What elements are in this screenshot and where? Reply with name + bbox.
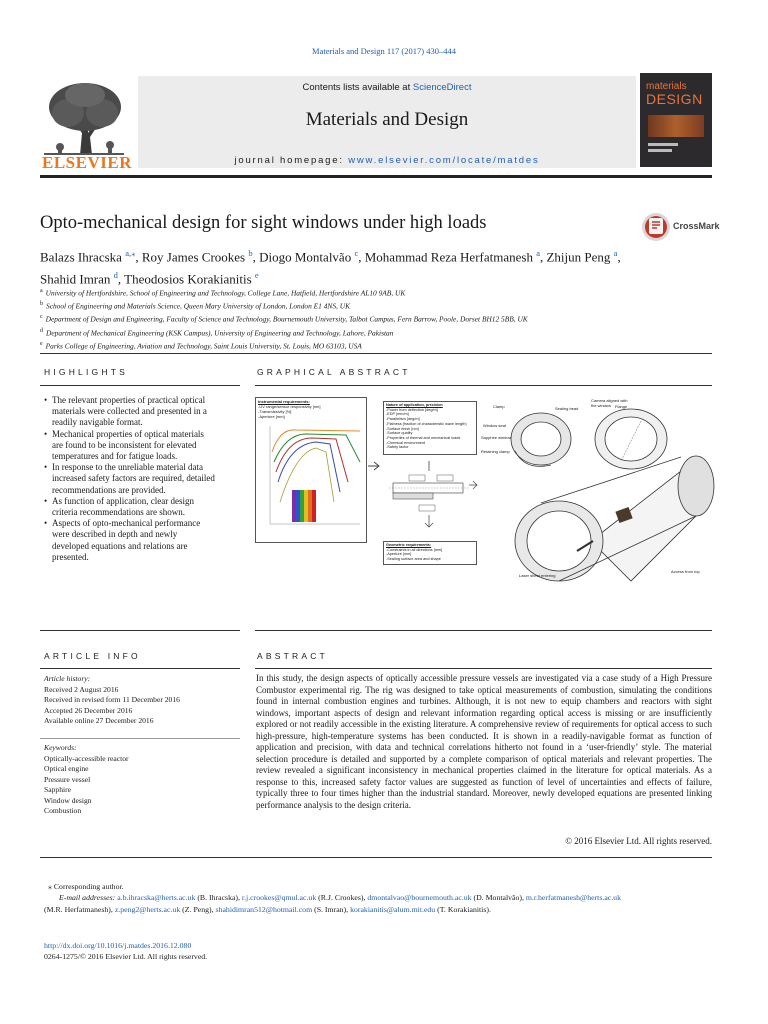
highlight-item: • The relevant properties of practical optical materials were collected and presented in a readily navigable format.: [52, 395, 216, 429]
journal-name: Materials and Design: [305, 109, 469, 130]
keyword: Optically-accessible reactor: [44, 753, 129, 763]
abstract-body: In this study, the design aspects of optically accessible pressure vessels are investigated via a case study of a High Pressure Combustor experimental rig. The rig was designed to take optical measurements of combustion, simulating the conditions found in internal combustion engines and turbines. Although, it is not new to equip chambers and reactors with sight windows, important aspects of design and relevant information regarding optical access is missing or are insufficiently explored or not readily accessible in the existing literature. A comprehensive review of requirements for optical access to such high-pressure, high-temperature systems has been conducted. It is shown in a readily-navigable format as function of application and precision, with data and technical correlations hitherto not found in a ‘user-friendly’ style. The material selection procedure is detailed and supported by a complete comparison of optical materials and relevant properties. The review revealed a significant inconsistency in mechanical properties claimed in the literature for optical materials. As a response to this, increased safety factor values are suggested as function of level of uncertainties and effects of failure, typically three to four times higher than the industrial standard. Moreover, newly developed equations are presented linking performance analysis to the design criteria.: [256, 673, 712, 810]
box2-line: -EDP [mm/m]: [386, 412, 409, 417]
callout-flange: Flange: [615, 404, 628, 409]
email-link[interactable]: korakianitis@alum.mit.edu: [350, 904, 436, 914]
author[interactable]: Roy James Crookes: [141, 249, 246, 265]
email-owner: (R.J. Crookes),: [316, 893, 368, 902]
abstract-heading: ABSTRACT: [257, 651, 328, 661]
masthead-center: [138, 76, 636, 168]
cover-title-line1: materials: [646, 81, 687, 92]
email-link[interactable]: dmontalvao@bournemouth.ac.uk: [367, 893, 472, 902]
affiliation-text: Department of Design and Engineering, Faculty of Science and Technology, Bournemouth University, Talbot Campus, Fern Barrow, Poole, Dorset BH12 5BB, UK: [45, 314, 528, 324]
affiliation-key: b: [40, 301, 43, 308]
author-affil-marker[interactable]: b: [248, 248, 253, 258]
graphical-abstract-figure: [255, 391, 715, 589]
box3-line: -Aperture [mm]: [386, 552, 412, 557]
author-separator: ,: [117, 271, 125, 287]
homepage-link[interactable]: www.elsevier.com/locate/matdes: [348, 155, 540, 166]
keyword: Pressure vessel: [44, 774, 91, 784]
journal-cover-image: [640, 73, 712, 167]
keywords-label: Keywords:: [44, 743, 77, 752]
author-affil-marker[interactable]: a: [613, 248, 618, 258]
box3-title: Geometric requirements:: [386, 543, 432, 547]
author-separator: ,: [539, 249, 547, 265]
author-affil-marker[interactable]: a: [536, 248, 540, 258]
journal-citation[interactable]: Materials and Design 117 (2017) 430–444: [312, 46, 456, 56]
box1-line: -UV range/sensor responsivity [nm]: [258, 404, 321, 409]
affiliation-key: e: [40, 340, 43, 347]
history-item: Accepted 26 December 2016: [44, 705, 133, 715]
masthead-divider: [40, 175, 712, 178]
affiliation-text: Department of Mechanical Engineering (KSK Campus), University of Engineering and Technology, Lahore, Pakistan: [46, 327, 394, 337]
copyright-line: © 2016 Elsevier Ltd. All rights reserved.: [565, 836, 712, 846]
keyword: Combustion: [44, 806, 82, 815]
author-separator: ,: [135, 249, 142, 265]
email-link[interactable]: a.b.ihracska@herts.ac.uk: [117, 893, 196, 902]
window-cross-section-drawing: [379, 461, 479, 531]
author-separator: ,: [617, 249, 621, 265]
keyword: Window design: [44, 795, 92, 805]
crossmark-badge[interactable]: [641, 212, 720, 242]
affiliation-text: University of Hertfordshire, School of Engineering and Technology, College Lane, Hatfield, Hertfordshire AL10 9AB, UK: [45, 288, 406, 298]
transmission-curves: [256, 422, 364, 532]
callout-sealing-bead: Sealing bead: [555, 406, 579, 411]
callout-access-top: Access from top: [671, 569, 700, 574]
highlights-heading: HIGHLIGHTS: [44, 367, 128, 377]
issn-line: 0264-1275/© 2016 Elsevier Ltd. All rights reserved.: [44, 952, 208, 961]
box1-title: Instrumental requirements:: [258, 399, 310, 404]
callout-laser-sheet: Laser sheet entering: [519, 573, 556, 578]
highlights-bottom-rule: [40, 630, 240, 631]
doi-link[interactable]: http://dx.doi.org/10.1016/j.matdes.2016.12.080: [44, 941, 192, 950]
callout-sapphire-window: Sapphire window: [481, 435, 512, 440]
affiliation-key: a: [40, 288, 43, 294]
application-precision-box: [383, 401, 477, 455]
email-owner: (D. Montalvão),: [471, 893, 526, 902]
email-link[interactable]: r.j.crookes@qmul.ac.uk: [241, 893, 317, 902]
highlight-item: • In response to the unreliable material data increased safety factors are required, detailed recommendations are provided.: [52, 462, 216, 496]
crossmark-icon: [641, 212, 671, 242]
email-owner: (Z. Peng),: [180, 904, 216, 914]
geometric-requirements-box: [383, 541, 477, 565]
box2-title: Nature of application, precision: [386, 403, 443, 407]
article-history: [44, 674, 240, 727]
callout-camera: Camera aligned with the window: [591, 398, 628, 408]
sciencedirect-link[interactable]: ScienceDirect: [412, 82, 472, 93]
abstract-bottom-rule: [40, 857, 712, 858]
box2-line: -Safety factor: [386, 445, 409, 450]
box2-line: -Chemical environment: [386, 440, 426, 445]
graphical-abstract-bottom-rule: [255, 630, 712, 631]
transmission-plot-panel: [255, 397, 367, 543]
author[interactable]: Theodosios Korakianitis: [124, 271, 252, 287]
box2-line: -Parallelism [deg/m]: [386, 417, 420, 422]
affiliation-key: d: [40, 327, 43, 334]
crossmark-label: CrossMark: [673, 221, 720, 231]
keyword: Sapphire: [44, 785, 71, 794]
author[interactable]: Zhijun Peng: [546, 249, 611, 265]
email-owner: (B. Ihracska),: [195, 893, 242, 902]
box3-line: -Constraints in all directions [mm]: [386, 547, 443, 552]
box3-line: -Sealing surface area and shape: [386, 557, 441, 562]
affiliation-key: c: [40, 314, 43, 321]
history-item: Received in revised form 11 December 2016: [44, 695, 180, 704]
highlights-rule: [40, 385, 240, 386]
graphical-abstract-rule: [255, 385, 712, 386]
graphical-abstract-heading: GRAPHICAL ABSTRACT: [257, 367, 411, 377]
box2-line: -Properties of thermal and mechanical loads: [386, 435, 461, 440]
author[interactable]: Mohammad Reza Herfatmanesh: [364, 249, 533, 265]
callout-retaining-clamp: Retaining clamp: [481, 449, 510, 454]
affiliation-text: School of Engineering and Materials Science, Queen Mary University of London, London E1 4NS, UK: [46, 301, 351, 311]
author-affil-marker[interactable]: e: [254, 270, 259, 281]
contents-line: [138, 82, 636, 93]
box2-line: -Surface quality: [386, 431, 413, 436]
affiliation: [40, 286, 712, 299]
callout-window-seat: Window seat: [483, 423, 506, 428]
cover-title-line2: DESIGN: [646, 91, 703, 107]
contents-prefix: Contents lists available at: [302, 82, 413, 93]
highlight-item: • As function of application, clear design criteria recommendations are shown.: [52, 496, 216, 518]
author-affil-marker[interactable]: c: [354, 248, 359, 258]
history-item: Received 2 August 2016: [44, 684, 119, 694]
author-separator: ,: [358, 249, 365, 265]
pressure-vessel-drawing: [481, 391, 717, 587]
author-affil-marker[interactable]: d: [113, 270, 118, 281]
section-divider: [40, 353, 712, 354]
email-link[interactable]: m.r.herfatmanesh@herts.ac.uk: [525, 893, 621, 902]
author-separator: ,: [252, 249, 260, 265]
article-title: Opto-mechanical design for sight windows under high loads: [40, 213, 487, 233]
keywords-list: [44, 743, 240, 817]
email-addresses: [44, 892, 716, 915]
affiliation: [40, 339, 712, 352]
corresponding-author-note: ⁎ Corresponding author.: [48, 882, 124, 891]
keywords-rule: [40, 738, 240, 739]
box1-line: -Aperture [mm]: [258, 414, 285, 419]
email-link[interactable]: z.peng2@herts.ac.uk: [114, 904, 181, 914]
author-list: [40, 244, 712, 289]
email-owner: (T. Korakianitis).: [435, 904, 491, 914]
highlight-item: • Aspects of opto-mechanical performance were described in depth and newly developed equations and relations are presented.: [52, 518, 216, 563]
box2-line: -Flatness (fraction of characteristic wave length): [386, 421, 467, 426]
author[interactable]: Diogo Montalvão: [259, 249, 352, 265]
history-label: Article history:: [44, 674, 91, 683]
abstract-rule: [255, 668, 712, 669]
highlight-item: • Mechanical properties of optical materials are found to be inconsistent for elevated temperatures and for fatigue loads.: [52, 429, 216, 463]
highlights-list: [44, 395, 216, 563]
instrument-requirements-box: [258, 399, 320, 419]
article-info-heading: ARTICLE INFO: [44, 651, 141, 661]
author-affil-marker[interactable]: a,⁎: [125, 248, 136, 258]
affiliation: [40, 326, 712, 339]
elsevier-logo-text: ELSEVIER: [42, 153, 132, 172]
history-item: Available online 27 December 2016: [44, 716, 154, 725]
callout-clamp: Clamp: [493, 404, 505, 409]
email-link[interactable]: shahidimran512@hotmail.com: [215, 904, 313, 914]
box2-line: -Power from deflection [deg/m]: [386, 407, 438, 412]
homepage-prefix: journal homepage:: [234, 155, 349, 166]
affiliation: [40, 299, 712, 312]
box1-line: -Transmissivity [%]: [258, 409, 292, 414]
affiliation-list: [40, 286, 712, 352]
journal-masthead: [40, 73, 712, 173]
article-info-rule: [40, 668, 240, 669]
box2-line: -Surface finish [nm]: [386, 426, 419, 431]
keyword: Optical engine: [44, 764, 89, 773]
affiliation: [40, 312, 712, 325]
journal-homepage: [138, 155, 636, 166]
author[interactable]: Balazs Ihracska: [40, 249, 122, 265]
affiliation-text: Parks College of Engineering, Aviation and Technology, Saint Louis University, St. Louis, MO 63103, USA: [45, 341, 362, 351]
author[interactable]: Shahid Imran: [40, 271, 111, 287]
email-owner: (M.R. Herfatmanesh),: [44, 904, 115, 914]
email-label: E-mail addresses:: [59, 893, 116, 902]
email-owner: (S. Imran),: [312, 904, 351, 914]
